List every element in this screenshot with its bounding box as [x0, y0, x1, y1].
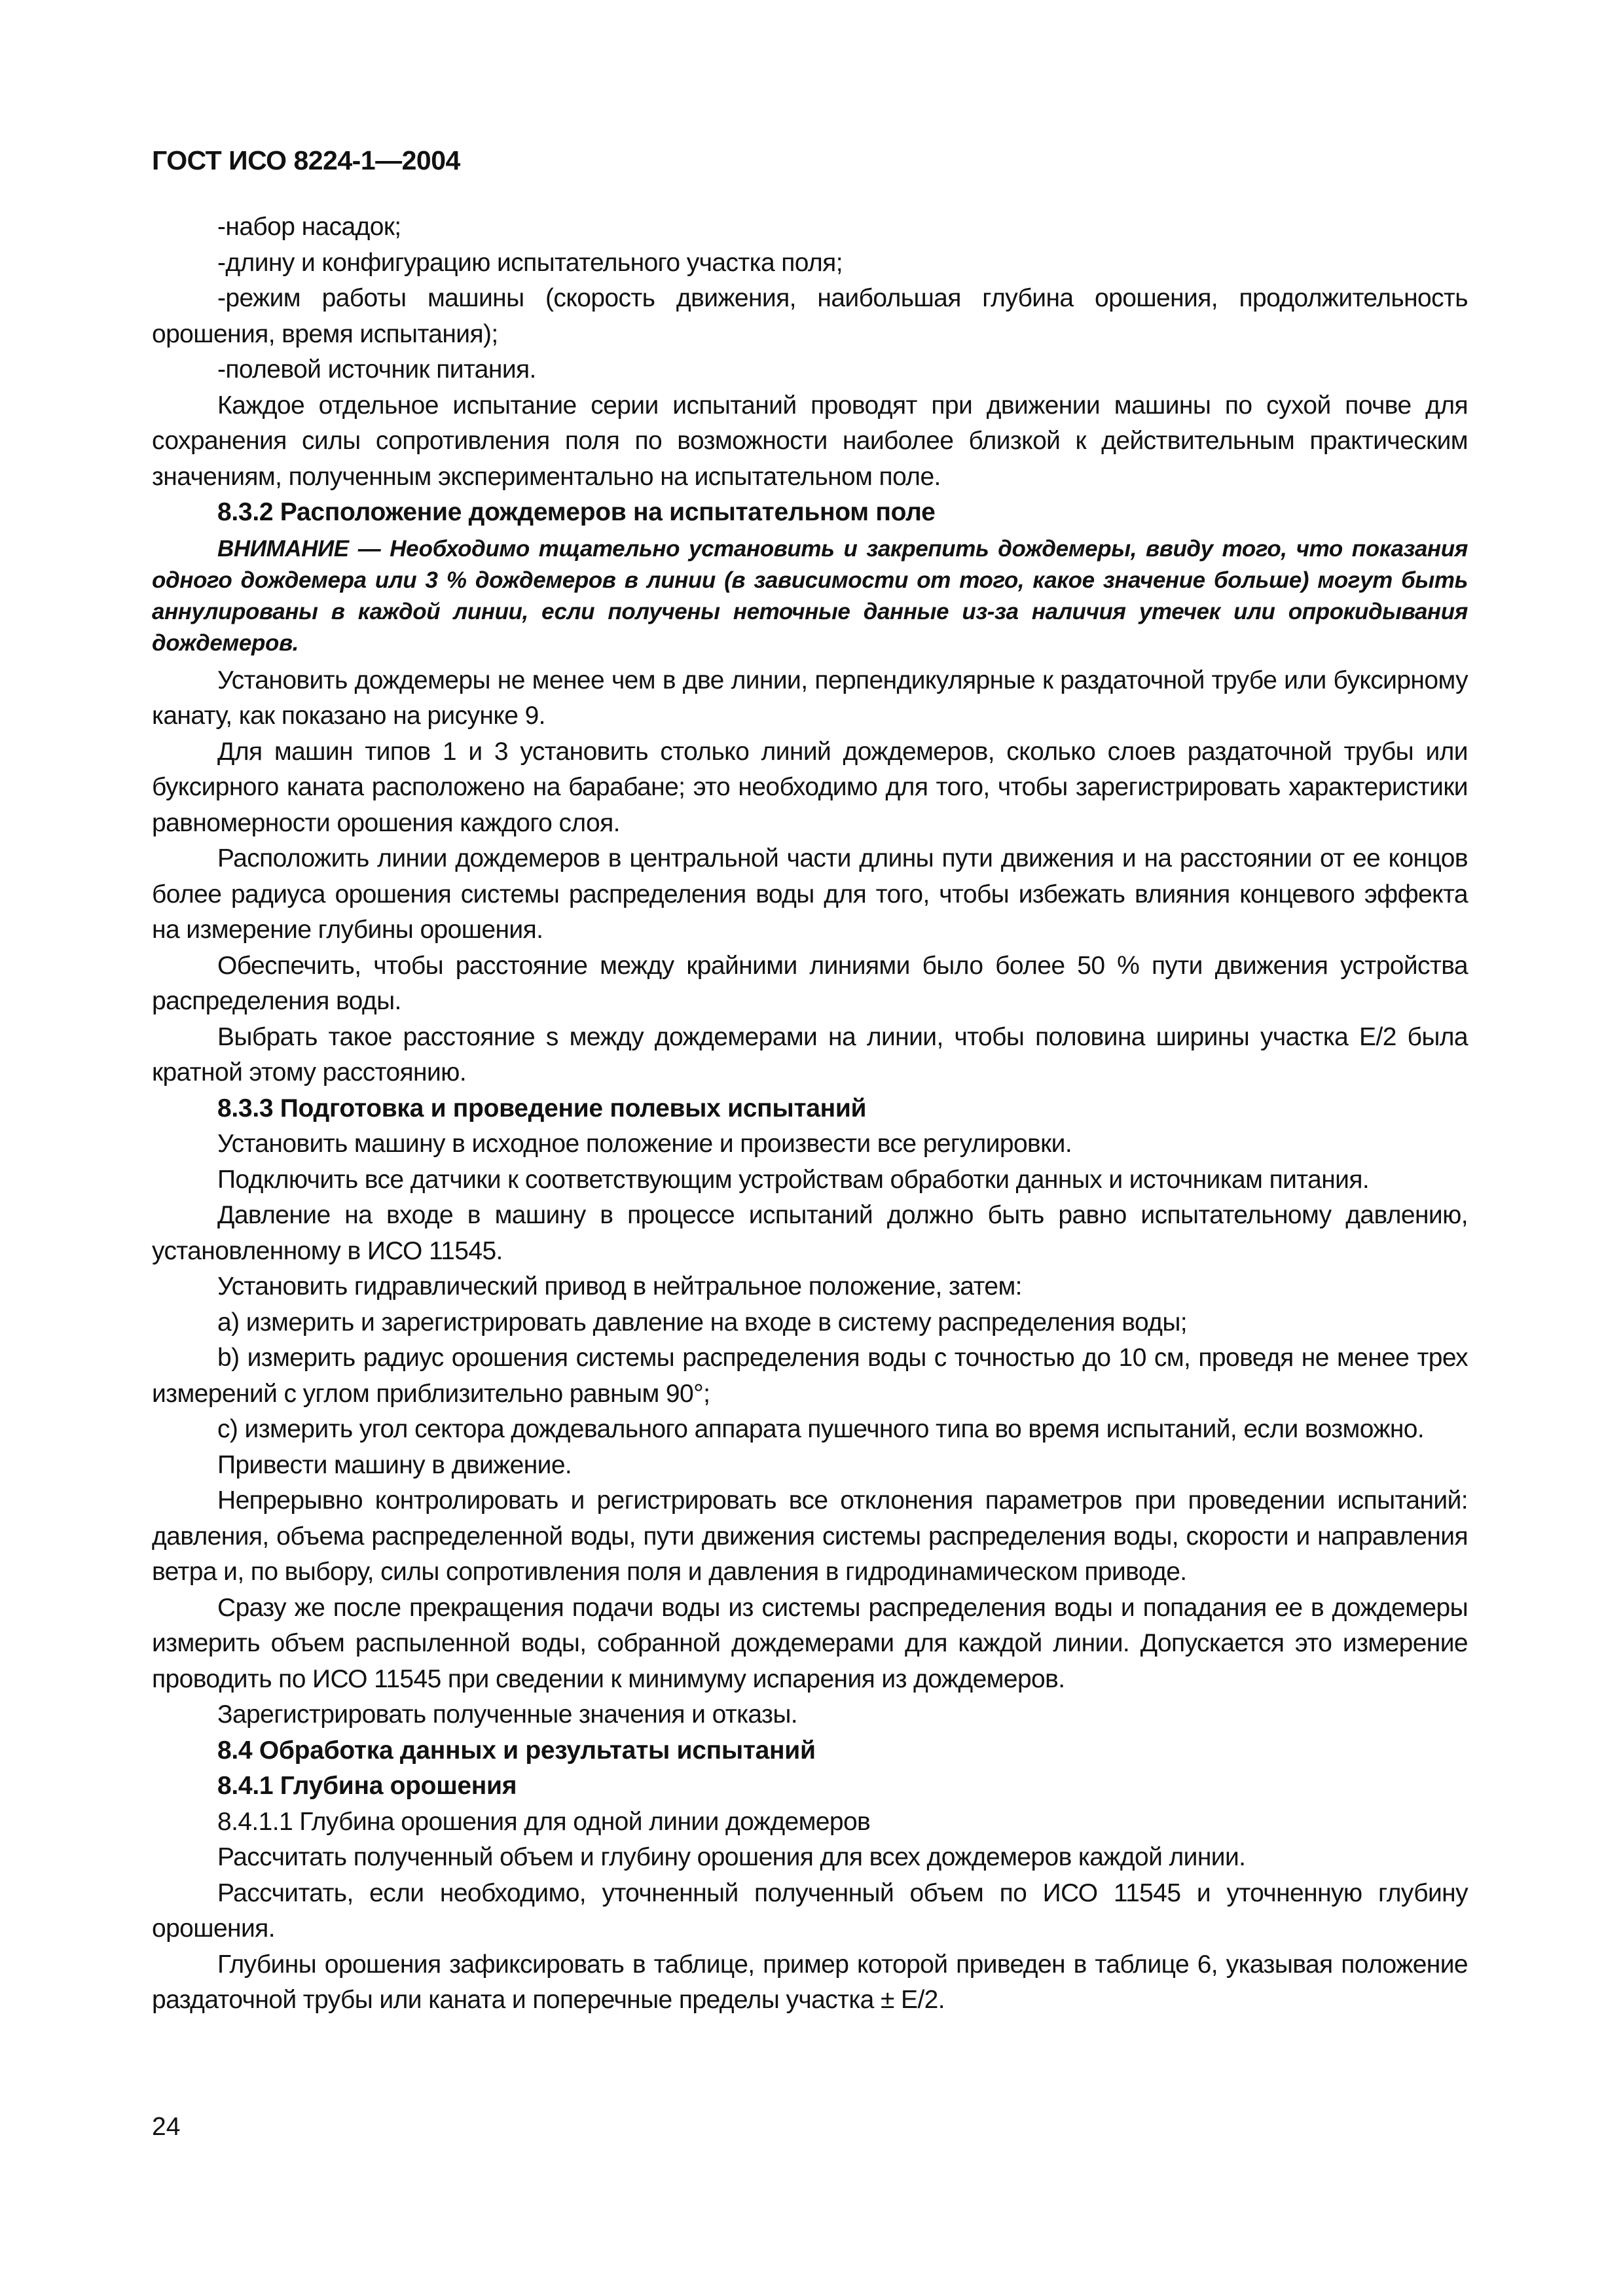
- section-heading-8-3-2: 8.3.2 Расположение дождемеров на испытательном поле: [217, 498, 936, 526]
- paragraph-inlet-pressure: Давление на входе в машину в процессе испытаний должно быть равно испытательному давлению, установленному в ИСО 11545.: [152, 1201, 1468, 1265]
- paragraph-volume-measurement: Сразу же после прекращения подачи воды из системы распределения воды и попадания ее в дождемеры измерить объем распыленной воды, собранной дождемерами для каждой линии. Допускается это измерение проводить по ИСО 11545 при сведении к минимуму испарения из дождемеров.: [152, 1593, 1468, 1693]
- paragraph-collector-spacing: Выбрать такое расстояние s между дождемерами на линии, чтобы половина ширины участка E/2 была кратной этому расстоянию.: [152, 1022, 1468, 1086]
- list-item-b: b) измерить радиус орошения системы распределения воды с точностью до 10 см, проведя не менее трех измерений с углом приблизительно равным 90°;: [152, 1344, 1468, 1408]
- list-item-nozzle-set: -набор насадок;: [217, 213, 401, 241]
- paragraph-record-table: Глубины орошения зафиксировать в таблице, пример которой приведен в таблице 6, указывая положение раздаточной трубы или каната и поперечные пределы участка ± E/2.: [152, 1950, 1468, 2014]
- subsection-heading-8-4-1-1: 8.4.1.1 Глубина орошения для одной линии дождемеров: [217, 1807, 871, 1836]
- page-number: 24: [152, 2113, 181, 2141]
- section-heading-8-4-1: 8.4.1 Глубина орошения: [217, 1772, 517, 1800]
- paragraph-line-distance: Обеспечить, чтобы расстояние между крайними линиями было более 50 % пути движения устройства распределения воды.: [152, 951, 1468, 1015]
- list-item-c: c) измерить угол сектора дождевального аппарата пушечного типа во время испытаний, если возможно.: [217, 1415, 1425, 1443]
- document-body: [152, 209, 1468, 2018]
- warning-note: ВНИМАНИЕ — Необходимо тщательно установить и закрепить дождемеры, ввиду того, что показания одного дождемера или 3 % дождемеров в линии (в зависимости от того, какое значение больше) могут быть аннулированы в каждой линии, если получены неточные данные из-за наличия утечек или опрокидывания дождемеров.: [152, 535, 1468, 656]
- list-item-operating-mode: -режим работы машины (скорость движения, наибольшая глубина орошения, продолжительность орошения, время испытания);: [152, 284, 1468, 348]
- section-heading-8-4: 8.4 Обработка данных и результаты испытаний: [217, 1736, 816, 1765]
- paragraph-dry-soil: Каждое отдельное испытание серии испытаний проводят при движении машины по сухой почве для сохранения силы сопротивления поля по возможности наиболее близкой к действительным практическим значениям, полученным экспериментально на испытательном поле.: [152, 391, 1468, 491]
- paragraph-monitoring: Непрерывно контролировать и регистрировать все отклонения параметров при проведении испытаний: давления, объема распределенной воды, пути движения системы распределения воды, скорости и направления ветра и, по выбору, силы сопротивления поля и давления в гидродинамическом приводе.: [152, 1486, 1468, 1586]
- list-item-power-source: -полевой источник питания.: [217, 355, 536, 384]
- paragraph-refined-volume: Рассчитать, если необходимо, уточненный полученный объем по ИСО 11545 и уточненную глубину орошения.: [152, 1878, 1468, 1943]
- paragraph-line-placement: Расположить линии дождемеров в центральной части длины пути движения и на расстоянии от ее концов более радиуса орошения системы распределения воды для того, чтобы избежать влияния концевого эффекта на измерение глубины орошения.: [152, 844, 1468, 944]
- paragraph-calculate-depth: Рассчитать полученный объем и глубину орошения для всех дождемеров каждой линии.: [217, 1843, 1246, 1871]
- list-item-test-plot: -длину и конфигурацию испытательного участка поля;: [217, 248, 843, 277]
- paragraph-start-machine: Привести машину в движение.: [217, 1450, 572, 1479]
- paragraph-record-values: Зарегистрировать полученные значения и отказы.: [217, 1700, 798, 1729]
- paragraph-machine-types: Для машин типов 1 и 3 установить столько линий дождемеров, сколько слоев раздаточной трубы или буксирного каната расположено на барабане; это необходимо для того, чтобы зарегистрировать характеристики равномерности орошения каждого слоя.: [152, 737, 1468, 837]
- paragraph-collector-lines: Установить дождемеры не менее чем в две линии, перпендикулярные к раздаточной трубе или буксирному канату, как показано на рисунке 9.: [152, 666, 1468, 730]
- document-code: ГОСТ ИСО 8224-1—2004: [152, 145, 460, 175]
- paragraph-neutral-drive: Установить гидравлический привод в нейтральное положение, затем:: [217, 1272, 1022, 1300]
- paragraph-initial-position: Установить машину в исходное положение и произвести все регулировки.: [217, 1130, 1072, 1158]
- paragraph-sensors: Подключить все датчики к соответствующим устройствам обработки данных и источникам питания.: [217, 1165, 1370, 1194]
- section-heading-8-3-3: 8.3.3 Подготовка и проведение полевых испытаний: [217, 1094, 867, 1122]
- list-item-a: a) измерить и зарегистрировать давление на входе в систему распределения воды;: [217, 1308, 1187, 1336]
